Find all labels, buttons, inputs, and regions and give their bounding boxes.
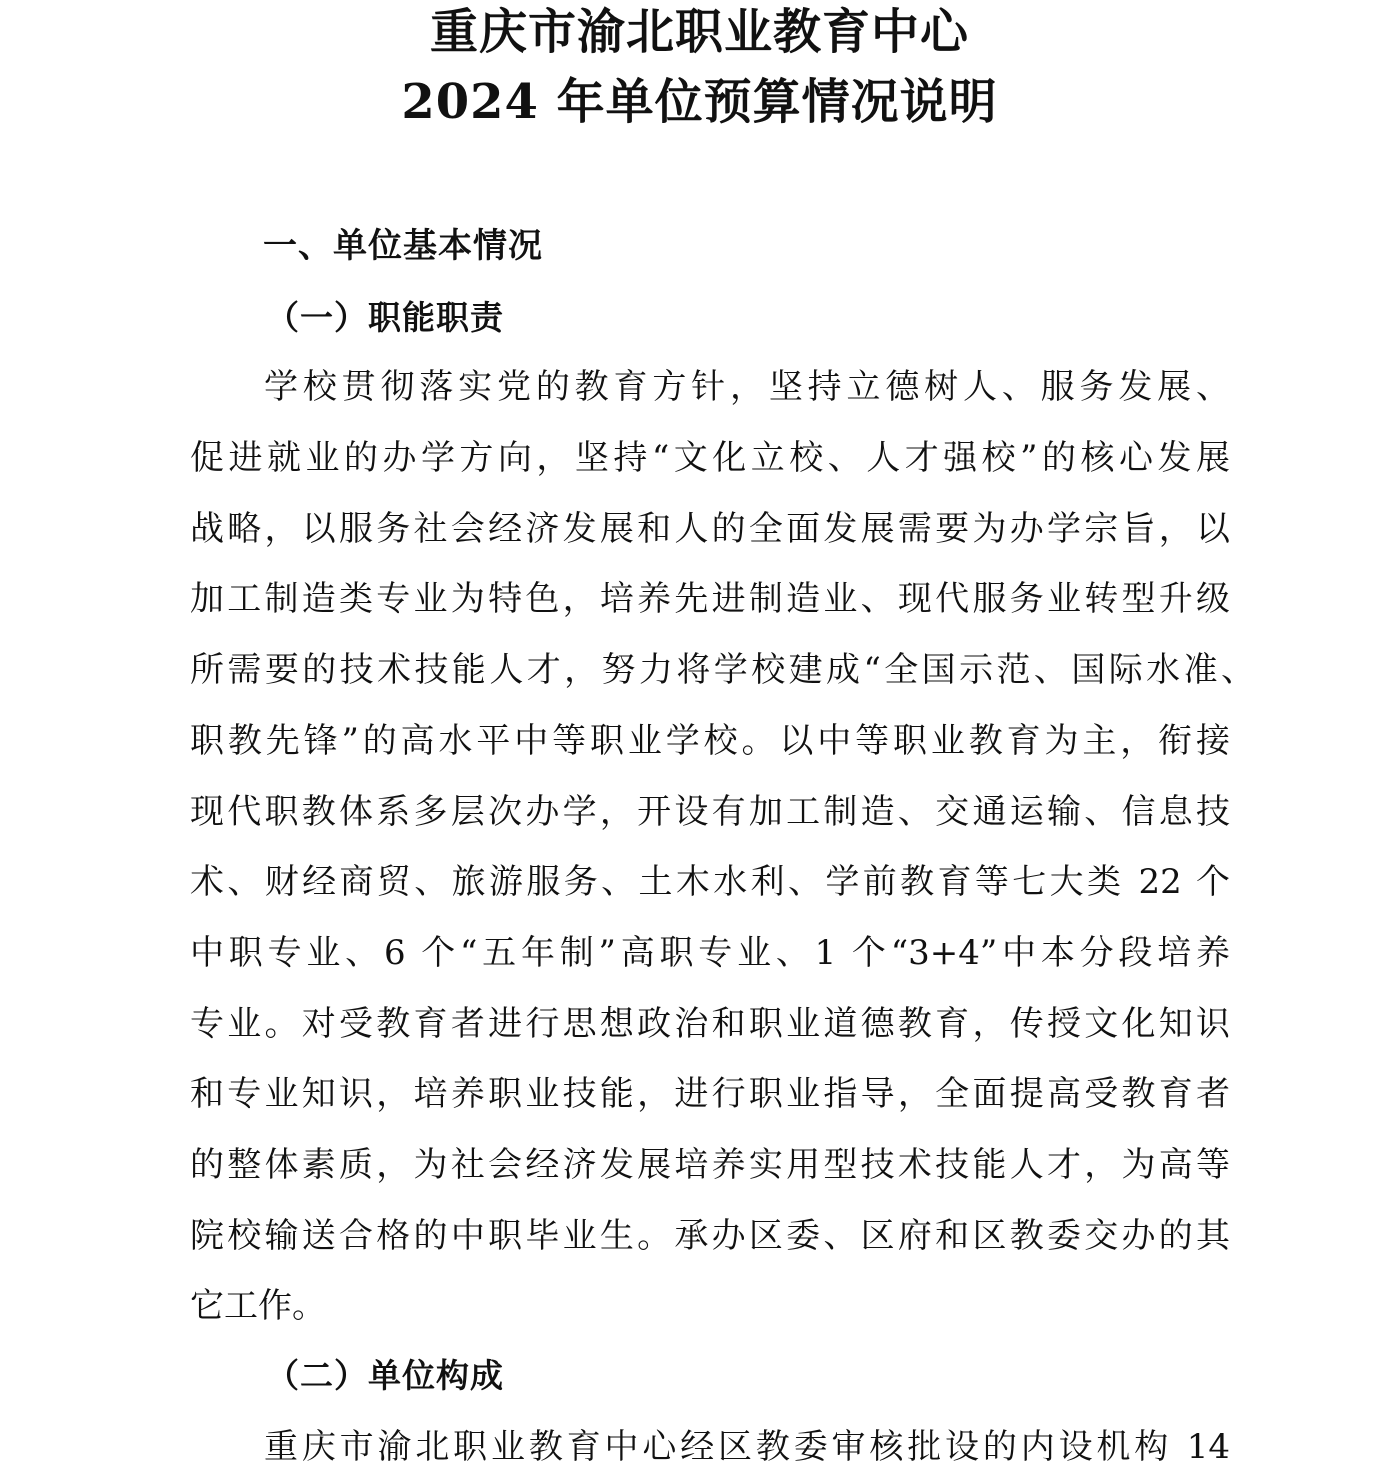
paragraph-line: 现代职教体系多层次办学，开设有加工制造、交通运输、信息技 (190, 792, 1230, 832)
paragraph-line: 专业。对受教育者进行思想政治和职业道德教育，传授文化知识 (190, 1004, 1230, 1044)
paragraph-line: 促进就业的办学方向，坚持“文化立校、人才强校”的核心发展 (190, 438, 1230, 478)
document-title-line1: 重庆市渝北职业教育中心 (429, 4, 969, 60)
paragraph-line: 学校贯彻落实党的教育方针，坚持立德树人、服务发展、 (264, 367, 1230, 407)
subsection-heading-functions: （一）职能职责 (266, 298, 504, 337)
document-title-line2: 2024 年单位预算情况说明 (401, 74, 998, 130)
paragraph-line: 所需要的技术技能人才，努力将学校建成“全国示范、国际水准、 (190, 650, 1255, 690)
subsection-heading-composition: （二）单位构成 (266, 1356, 504, 1395)
paragraph-line: 术、财经商贸、旅游服务、土木水利、学前教育等七大类 22 个 (190, 862, 1230, 902)
paragraph-line: 职教先锋”的高水平中等职业学校。以中等职业教育为主，衔接 (190, 721, 1230, 761)
paragraph-line: 和专业知识，培养职业技能，进行职业指导，全面提高受教育者 (190, 1074, 1230, 1114)
paragraph-line: 战略，以服务社会经济发展和人的全面发展需要为办学宗旨，以 (190, 509, 1230, 549)
paragraph-line: 的整体素质，为社会经济发展培养实用型技术技能人才，为高等 (190, 1145, 1230, 1185)
paragraph-line: 重庆市渝北职业教育中心经区教委审核批设的内设机构 14 (264, 1427, 1230, 1467)
paragraph-line: 院校输送合格的中职毕业生。承办区委、区府和区教委交办的其 (190, 1216, 1230, 1256)
paragraph-line: 中职专业、6 个“五年制”高职专业、1 个“3+4”中本分段培养 (190, 933, 1230, 973)
section-heading-basic-info: 一、单位基本情况 (263, 226, 543, 266)
paragraph-line: 加工制造类专业为特色，培养先进制造业、现代服务业转型升级 (190, 579, 1230, 619)
paragraph-line: 它工作。 (190, 1286, 326, 1326)
